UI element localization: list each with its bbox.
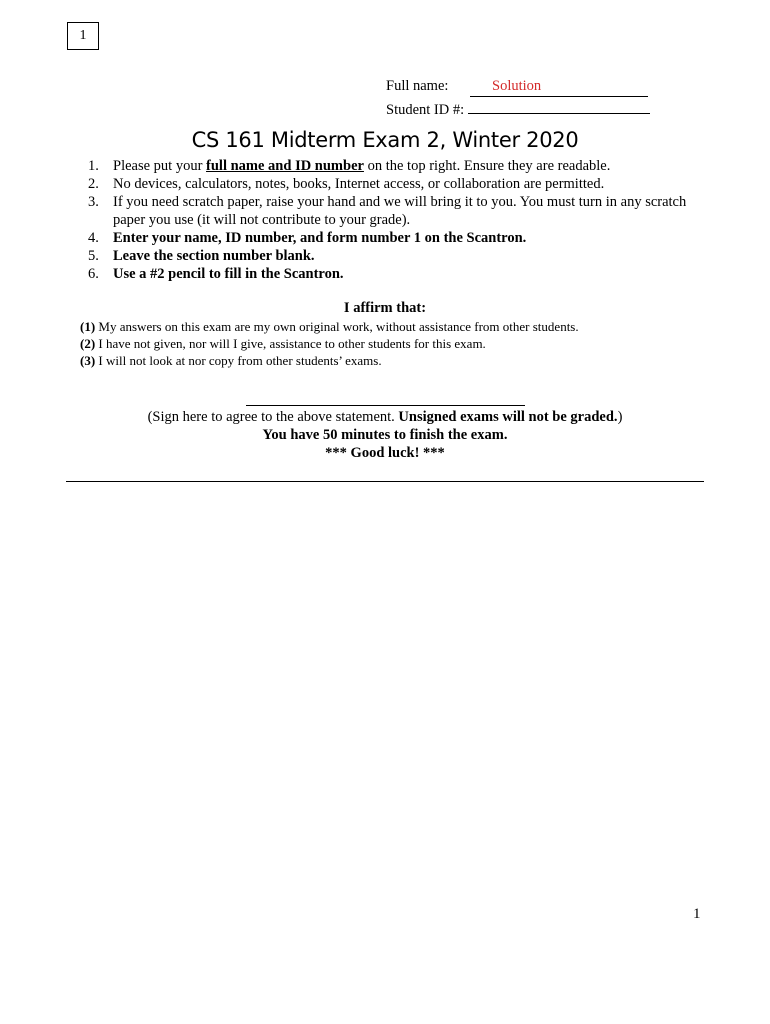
- instruction-text: Enter your name, ID number, and form number 1 on the Scantron.: [113, 230, 527, 246]
- instruction-number: 1.: [88, 158, 99, 174]
- page-number: 1: [693, 906, 701, 922]
- instruction-text: Leave the section number blank.: [113, 248, 315, 264]
- signature-instructions: [0, 408, 770, 462]
- instruction-number: 5.: [88, 248, 99, 264]
- affirm-heading: I affirm that:: [343, 300, 427, 316]
- instruction-number: 3.: [88, 194, 99, 210]
- instruction-text: Please put your: [113, 158, 207, 174]
- full-name-field[interactable]: [470, 77, 648, 97]
- instruction-text: on the top right. Ensure they are readable.: [363, 158, 611, 174]
- instruction-number: 2.: [88, 176, 99, 192]
- time-limit-note: You have 50 minutes to finish the exam.: [262, 427, 508, 443]
- full-name-value: Solution: [492, 78, 542, 94]
- exam-title: CS 161 Midterm Exam 2, Winter 2020: [191, 128, 579, 152]
- affirm-item: [80, 318, 579, 335]
- affirm-item: [80, 352, 579, 369]
- affirm-number: (2): [80, 336, 96, 351]
- full-name-row: [386, 77, 650, 97]
- good-luck-note: *** Good luck! ***: [325, 445, 445, 461]
- affirm-text: I have not given, nor will I give, assistance to other students for this exam.: [95, 336, 486, 351]
- instruction-emphasis: full name and ID number: [206, 158, 364, 174]
- affirm-number: (3): [80, 353, 96, 368]
- full-name-label: Full name:: [386, 78, 449, 94]
- instruction-number: 6.: [88, 266, 99, 282]
- affirm-statements: [80, 318, 579, 369]
- instruction-text: Use a #2 pencil to fill in the Scantron.: [113, 266, 344, 282]
- instruction-number: 4.: [88, 230, 99, 246]
- sign-note: (Sign here to agree to the above statement.: [147, 409, 399, 425]
- instruction-item: [88, 229, 688, 247]
- affirm-number: (1): [80, 319, 96, 334]
- form-number-box: 1: [67, 22, 99, 50]
- instruction-item: [88, 247, 688, 265]
- sign-warning: Unsigned exams will not be graded.: [398, 409, 618, 425]
- student-id-label: Student ID #:: [386, 102, 465, 118]
- student-id-row: [386, 97, 650, 120]
- identity-block: [386, 77, 650, 120]
- affirm-text: My answers on this exam are my own original work, without assistance from other students.: [95, 319, 579, 334]
- affirm-item: [80, 335, 579, 352]
- instruction-item: [88, 265, 688, 283]
- instruction-item: [88, 157, 688, 175]
- affirm-text: I will not look at nor copy from other students’ exams.: [95, 353, 382, 368]
- instruction-item: [88, 175, 688, 193]
- signature-line[interactable]: [246, 405, 525, 406]
- sign-note-close: ): [617, 409, 623, 425]
- section-divider: [66, 481, 704, 482]
- instructions-list: [88, 157, 688, 283]
- instruction-text: If you need scratch paper, raise your hand and we will bring it to you. You must turn in any scratch paper you use (it will not contribute to your grade).: [113, 194, 687, 228]
- student-id-field[interactable]: [468, 97, 650, 114]
- instruction-text: No devices, calculators, notes, books, Internet access, or collaboration are permitted.: [113, 176, 605, 192]
- instruction-item: [88, 193, 688, 229]
